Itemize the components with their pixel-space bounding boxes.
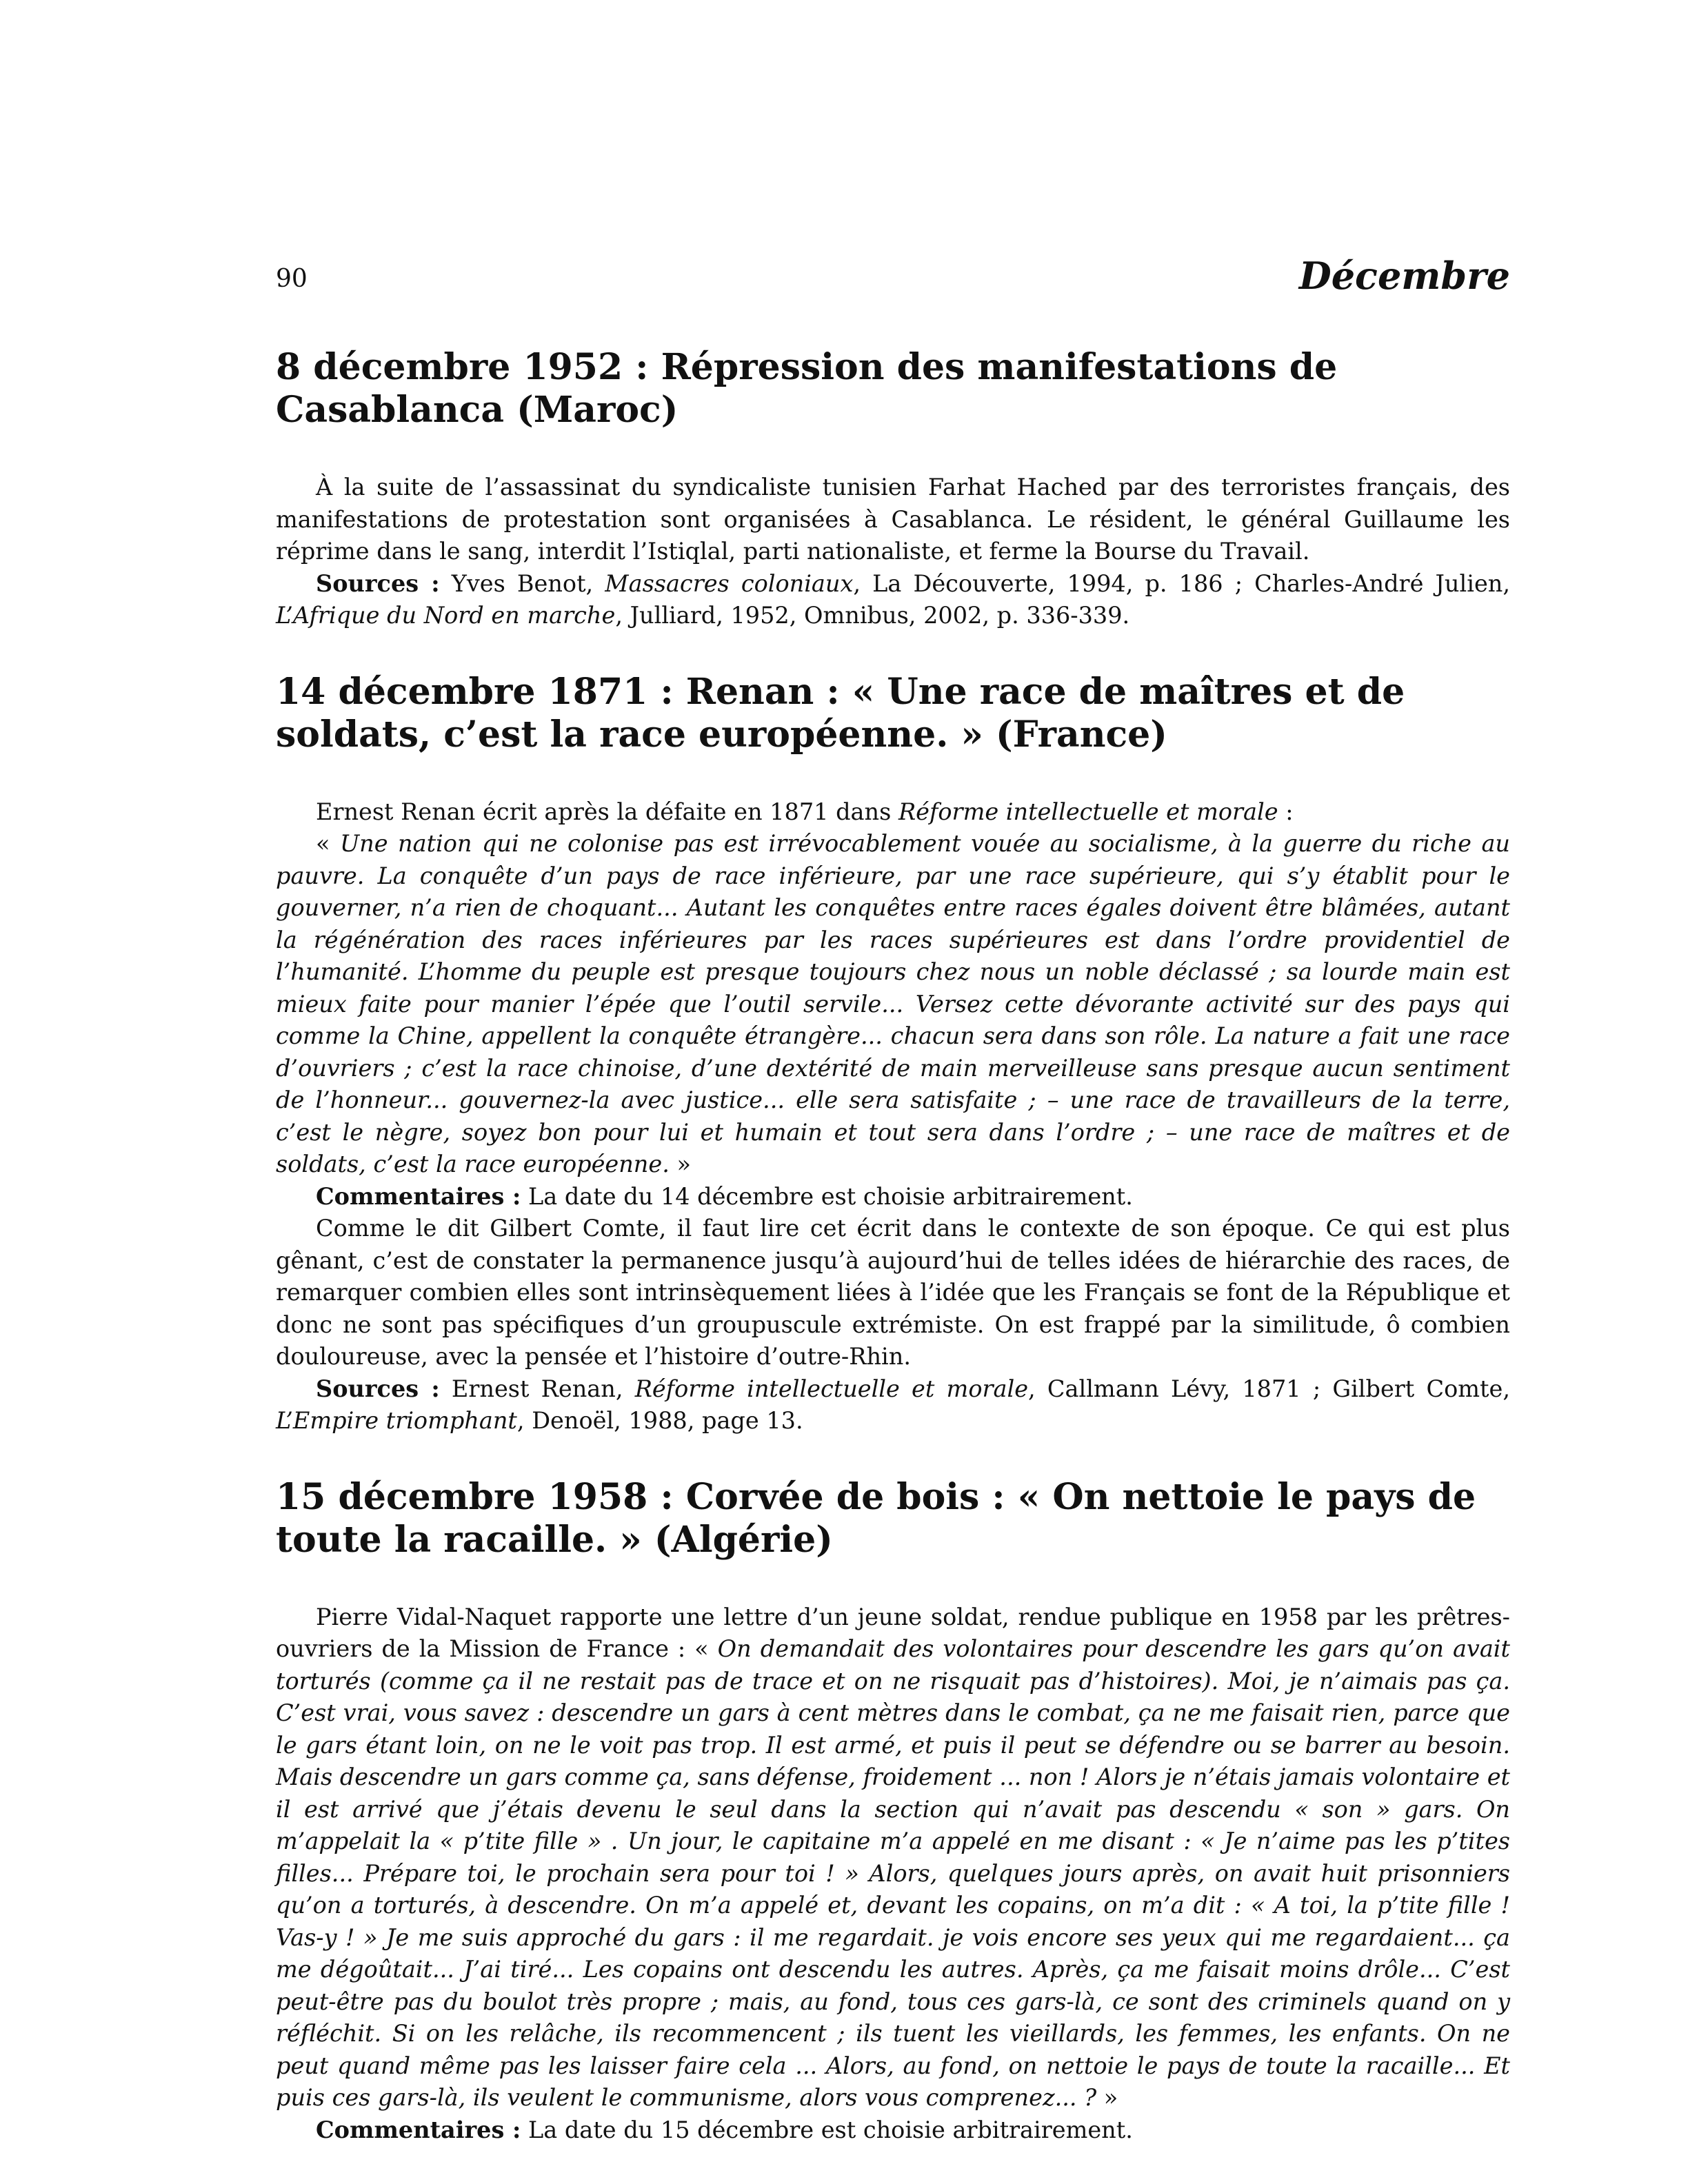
quote-text: On demandait des volontaires pour descendre les gars qu’on avait torturés (comme ça il ne restait pas de trace et on ne risquait pas d’histoires). Moi, je n’aimais pas ça. C’est vrai, vous savez : descendre un gars à cent mètres dans le combat, ça ne me faisait rien, parce que le gars étant loin, on ne le voit pas trop. Il est armé, et puis il peut se défendre ou se barrer au besoin. Mais descendre un gars comme ça, sans défense, froidement ... non ! Alors je n’étais jamais volontaire et il est arrivé que j’étais devenu le seul dans la section qui n’avait pas descendu « son » gars. On m’appelait la « p’tite fille » . Un jour, le capitaine m’a appelé en me disant : « Je n’aime pas les p’tites filles... Prépare toi, le prochain sera pour toi ! » Alors, quelques jours après, on avait huit prisonniers qu’on a torturés, à descendre. On m’a appelé et, devant les copains, on m’a dit : « A toi, la p’tite fille ! Vas-y ! » Je me suis approché du gars : il me regardait. je vois encore ses yeux qui me regardaient... ça me dégoûtait... J’ai tiré... Les copains ont descendu les autres. Après, ça me faisait moins drôle... C’est peut-être pas du boulot très propre ; mais, au fond, tous ces gars-là, ce sont des criminels quand on y réfléchit. Si on les relâche, ils recommencent ; ils tuent les vieillards, les femmes, les enfants. On ne peut quand même pas les laisser faire cela ... Alors, au fond, on nettoie le pays de toute la racaille... Et puis ces gars-là, ils veulent le communisme, alors vous comprenez... ?	[276, 1635, 1510, 2111]
quote-renan: « Une nation qui ne colonise pas est irrévocablement vouée au socialisme, à la guerre du riche au pauvre. La conquête d’un pays de race inférieure, par une race supérieure, qui s’y établit pour le gouverner, n’a rien de choquant... Autant les conquêtes entre races égales doivent être blâmées, autant la régénération des races inférieures par les races supérieures est dans l’ordre providentiel de l’humanité. L’homme du peuple est presque toujours chez nous un noble déclassé ; sa lourde main est mieux faite pour manier l’épée que l’outil servile... Versez cette dévorante activité sur des pays qui comme la Chine, appellent la conquête étrangère... chacun sera dans son rôle. La nature a fait une race d’ouvriers ; c’est la race chinoise, d’une dextérité de main merveilleuse sans presque aucun sentiment de l’honneur... gouvernez-la avec justice... elle sera satisfaite ; – une race de travailleurs de la terre, c’est le nègre, soyez bon pour lui et humain et tout sera dans l’ordre ; – une race de maîtres et de soldats, c’est la race européenne. »	[276, 830, 1510, 1177]
section-title-casablanca: 8 décembre 1952 : Répression des manifestations de Casablanca (Maroc)	[276, 346, 1338, 431]
comments-more-renan: Comme le dit Gilbert Comte, il faut lire cet écrit dans le contexte de son époque. Ce qui est plus gênant, c’est de constater la permanence jusqu’à aujourd’hui de telles idées de hiérarchie des races, de remarquer combien elles sont intrinsèquement liées à l’idée que les Français se font de la République et donc ne sont pas spécifiques d’un groupuscule extrémiste. On est frappé par la similitude, ô combien douloureuse, avec la pensée et l’histoire d’outre-Rhin.	[276, 1215, 1510, 1370]
running-header	[276, 248, 1510, 303]
cited-title: L’Empire triomphant	[276, 1407, 517, 1434]
section-title-corvee-de-bois: 15 décembre 1958 : Corvée de bois : « On nettoie le pays de toute la racaille. » (Algérie)	[276, 1475, 1476, 1561]
comments-corvee-de-bois: Commentaires : La date du 15 décembre est choisie arbitrairement.	[316, 2116, 1133, 2143]
sources-renan: Sources : Ernest Renan, Réforme intellectuelle et morale, Callmann Lévy, 1871 ; Gilbert Comte, L’Empire triomphant, Denoël, 1988, page 13.	[276, 1375, 1510, 1434]
sources-label: Sources :	[316, 1375, 440, 1402]
section-title-renan: 14 décembre 1871 : Renan : « Une race de maîtres et de soldats, c’est la race européenne. » (France)	[276, 670, 1405, 756]
sources-label: Sources :	[316, 569, 440, 597]
comments-label: Commentaires :	[316, 1182, 521, 1210]
quote-text: Une nation qui ne colonise pas est irrévocablement vouée au socialisme, à la guerre du riche au pauvre. La conquête d’un pays de race inférieure, par une race supérieure, qui s’y établit pour le gouverner, n’a rien de choquant... Autant les conquêtes entre races égales doivent être blâmées, autant la régénération des races inférieures par les races supérieures est dans l’ordre providentiel de l’humanité. L’homme du peuple est presque toujours chez nous un noble déclassé ; sa lourde main est mieux faite pour manier l’épée que l’outil servile... Versez cette dévorante activité sur des pays qui comme la Chine, appellent la conquête étrangère... chacun sera dans son rôle. La nature a fait une race d’ouvriers ; c’est la race chinoise, d’une dextérité de main merveilleuse sans presque aucun sentiment de l’honneur... gouvernez-la avec justice... elle sera satisfaite ; – une race de travailleurs de la terre, c’est le nègre, soyez bon pour lui et humain et tout sera dans l’ordre ; – une race de maîtres et de soldats, c’est la race européenne.	[276, 830, 1510, 1177]
section-intro-renan: Ernest Renan écrit après la défaite en 1871 dans Réforme intellectuelle et morale :	[316, 798, 1294, 825]
cited-title: L’Afrique du Nord en marche	[276, 602, 616, 629]
section-body-casablanca: À la suite de l’assassinat du syndicaliste tunisien Farhat Hached par des terroristes français, des manifestations de protestation sont organisées à Casablanca. Le résident, le général Guillaume les réprime dans le sang, interdit l’Istiqlal, parti nationaliste, et ferme la Bourse du Travail.	[276, 474, 1510, 565]
chapter-title: Décembre	[1298, 254, 1510, 298]
document-page	[276, 248, 1510, 2146]
sources-casablanca: Sources : Yves Benot, Massacres coloniaux, La Découverte, 1994, p. 186 ; Charles-André Julien, L’Afrique du Nord en marche, Julliard, 1952, Omnibus, 2002, p. 336-339.	[276, 569, 1510, 629]
comments-renan: Commentaires : La date du 14 décembre est choisie arbitrairement.	[316, 1182, 1133, 1210]
cited-title: Réforme intellectuelle et morale	[634, 1375, 1029, 1402]
comments-label: Commentaires :	[316, 2116, 521, 2143]
page-number: 90	[276, 265, 308, 293]
cited-title: Massacres coloniaux	[605, 569, 854, 597]
quote-corvee-de-bois: Pierre Vidal-Naquet rapporte une lettre d’un jeune soldat, rendue publique en 1958 par les prêtres-ouvriers de la Mission de France : « On demandait des volontaires pour descendre les gars qu’on avait torturés (comme ça il ne restait pas de trace et on ne risquait pas d’histoires). Moi, je n’aimais pas ça. C’est vrai, vous savez : descendre un gars à cent mètres dans le combat, ça ne me faisait rien, parce que le gars étant loin, on ne le voit pas trop. Il est armé, et puis il peut se défendre ou se barrer au besoin. Mais descendre un gars comme ça, sans défense, froidement ... non ! Alors je n’étais jamais volontaire et il est arrivé que j’étais devenu le seul dans la section qui n’avait pas descendu « son » gars. On m’appelait la « p’tite fille » . Un jour, le capitaine m’a appelé en me disant : « Je n’aime pas les p’tites filles... Prépare toi, le prochain sera pour toi ! » Alors, quelques jours après, on avait huit prisonniers qu’on a torturés, à descendre. On m’a appelé et, devant les copains, on m’a dit : « A toi, la p’tite fille ! Vas-y ! » Je me suis approché du gars : il me regardait. je vois encore ses yeux qui me regardaient... ça me dégoûtait... J’ai tiré... Les copains ont descendu les autres. Après, ça me faisait moins drôle... C’est peut-être pas du boulot très propre ; mais, au fond, tous ces gars-là, ce sont des criminels quand on y réfléchit. Si on les relâche, ils recommencent ; ils tuent les vieillards, les femmes, les enfants. On ne peut quand même pas les laisser faire cela ... Alors, au fond, on nettoie le pays de toute la racaille... Et puis ces gars-là, ils veulent le communisme, alors vous comprenez... ? »	[276, 1603, 1510, 2111]
cited-title: Réforme intellectuelle et morale	[898, 798, 1278, 825]
